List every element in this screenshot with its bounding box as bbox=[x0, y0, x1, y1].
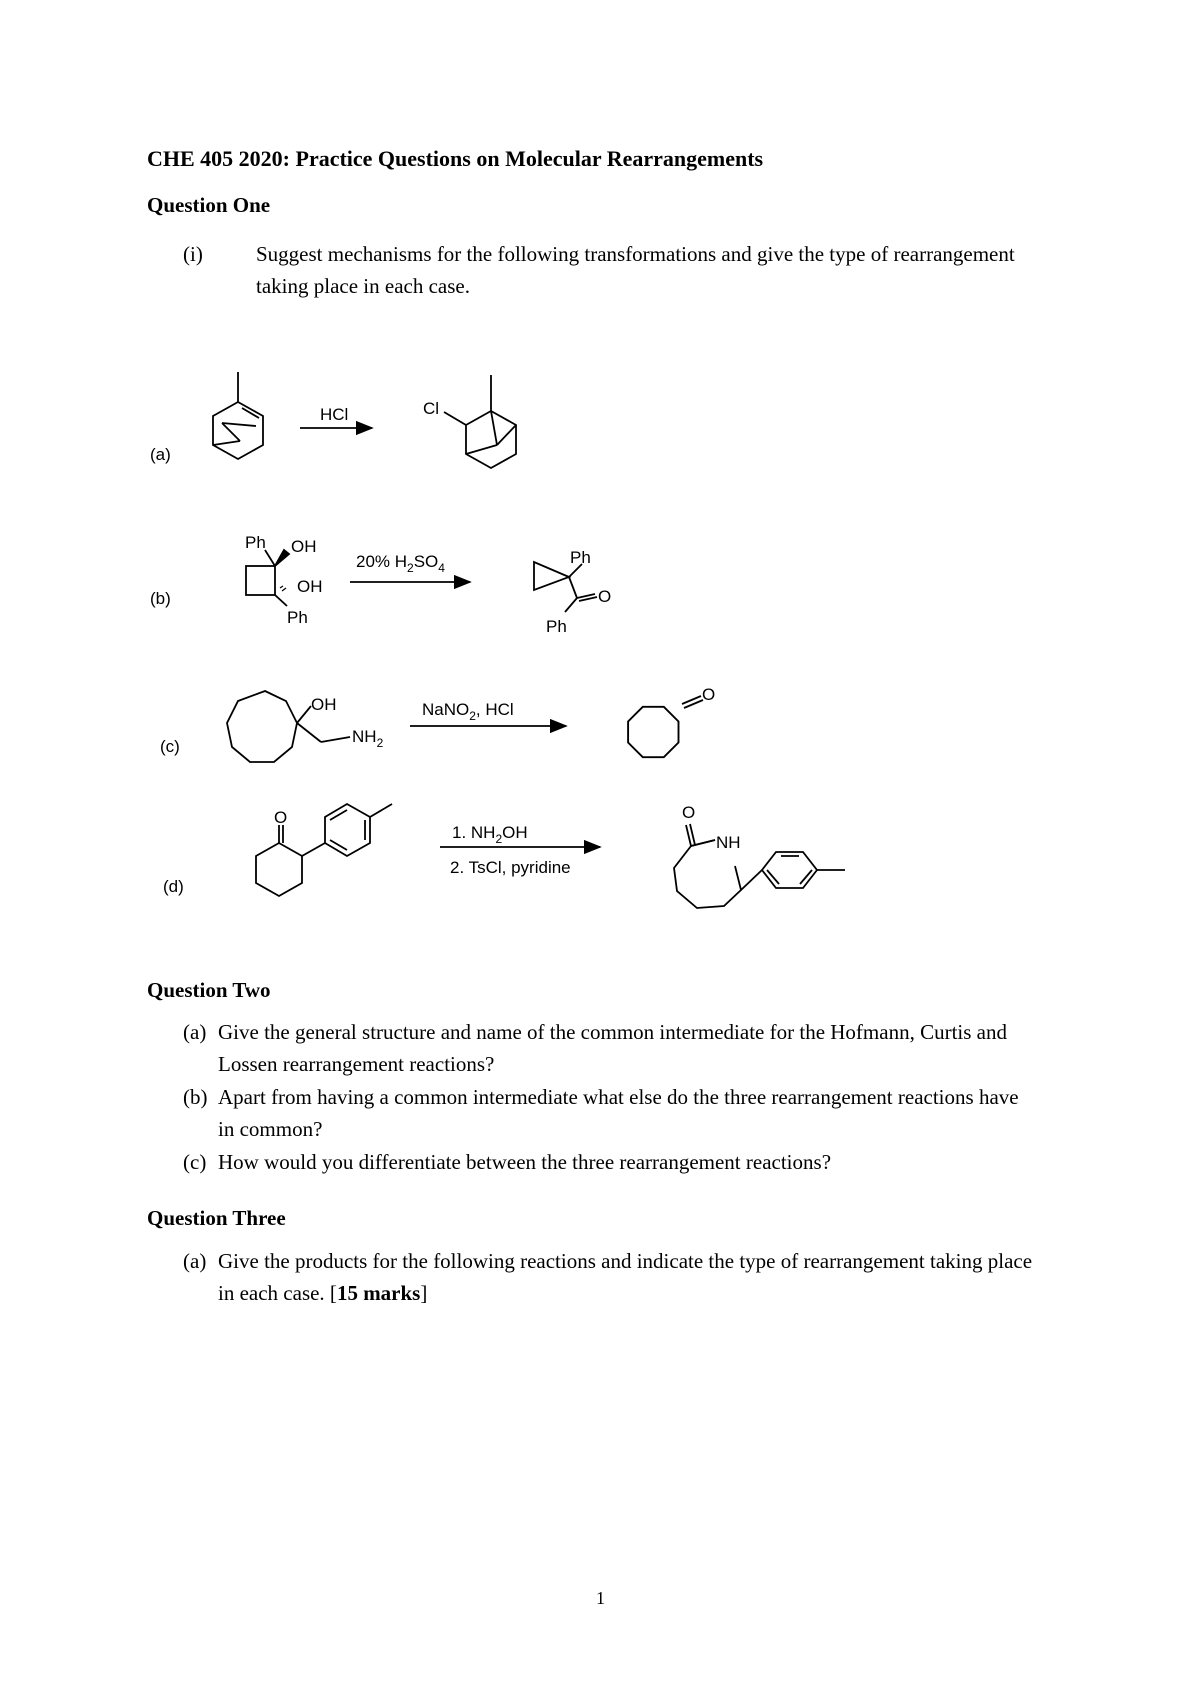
item-text: Apart from having a common intermediate what else do the three rearrangement reactions have in common? bbox=[218, 1085, 1019, 1141]
marks-value: 15 marks bbox=[336, 1281, 421, 1305]
ph-bottom: Ph bbox=[287, 608, 308, 627]
alpha-pinene-structure bbox=[213, 372, 263, 459]
document-title: CHE 405 2020: Practice Questions on Molecular Rearrangements bbox=[147, 146, 764, 171]
caprolactam-structure bbox=[674, 824, 845, 908]
reaction-d bbox=[163, 803, 845, 908]
item-marker: (a) bbox=[183, 1249, 207, 1273]
item-marker: (b) bbox=[183, 1085, 208, 1109]
reaction-b-label: (b) bbox=[150, 589, 171, 608]
question-three-heading: Question Three bbox=[147, 1206, 286, 1230]
ph-product-bottom: Ph bbox=[546, 617, 567, 636]
o-start-d: O bbox=[274, 808, 288, 827]
question-one-heading: Question One bbox=[147, 193, 271, 217]
reaction-d-label: (d) bbox=[163, 877, 184, 896]
chlorine-atom: Cl bbox=[423, 399, 440, 418]
bornyl-chloride-structure bbox=[444, 375, 516, 468]
ph-product-top: Ph bbox=[570, 548, 591, 567]
part-i-marker: (i) bbox=[183, 242, 203, 266]
o-product-d: O bbox=[682, 803, 696, 822]
item-text: How would you differentiate between the three rearrangement reactions? bbox=[218, 1150, 832, 1174]
item-marker: (c) bbox=[183, 1150, 207, 1174]
reaction-c bbox=[160, 685, 715, 762]
reaction-b-reagent: 20% $H_2SO_4$ bbox=[356, 552, 445, 575]
reaction-c-label: (c) bbox=[160, 737, 180, 756]
page-number: 1 bbox=[596, 1588, 605, 1608]
question-two-heading: Question Two bbox=[147, 978, 271, 1002]
oh-c: OH bbox=[311, 695, 337, 714]
item-text: Give the products for the following reactions and indicate the type of rearrangement taking place in each case. [15 marks] bbox=[218, 1249, 1033, 1305]
reaction-d-reagent-1: 1. $NH_2OH$ bbox=[452, 823, 528, 846]
reaction-a bbox=[150, 372, 516, 468]
oh-bottom: OH bbox=[297, 577, 323, 596]
o-product-b: O bbox=[598, 587, 612, 606]
reaction-c-reagent: NaNO$_2$, HCl bbox=[422, 700, 514, 723]
reaction-a-label: (a) bbox=[150, 445, 171, 464]
o-product-c: O bbox=[702, 685, 716, 704]
ph-top: Ph bbox=[245, 533, 266, 552]
cyclooctanone-structure bbox=[628, 696, 703, 757]
reaction-b bbox=[150, 533, 611, 636]
item-marker: (a) bbox=[183, 1020, 207, 1044]
item-text: Give the general structure and name of the common intermediate for the Hofmann, Curtis and Lossen rearrangement reactions? bbox=[218, 1020, 1007, 1076]
reaction-d-reagent-2: 2. TsCl, pyridine bbox=[450, 858, 571, 877]
cyclopropyl-ketone-structure bbox=[534, 562, 597, 612]
nh-product-d: NH bbox=[716, 833, 741, 852]
part-i-text: Suggest mechanisms for the following transformations and give the type of rearrangement taking place in each case. bbox=[256, 242, 1015, 298]
oh-top: OH bbox=[291, 537, 317, 556]
reaction-a-reagent: HCl bbox=[320, 405, 349, 424]
nh2-c: $NH_2$ bbox=[352, 727, 384, 750]
cyclobutanediol-structure bbox=[246, 550, 289, 606]
